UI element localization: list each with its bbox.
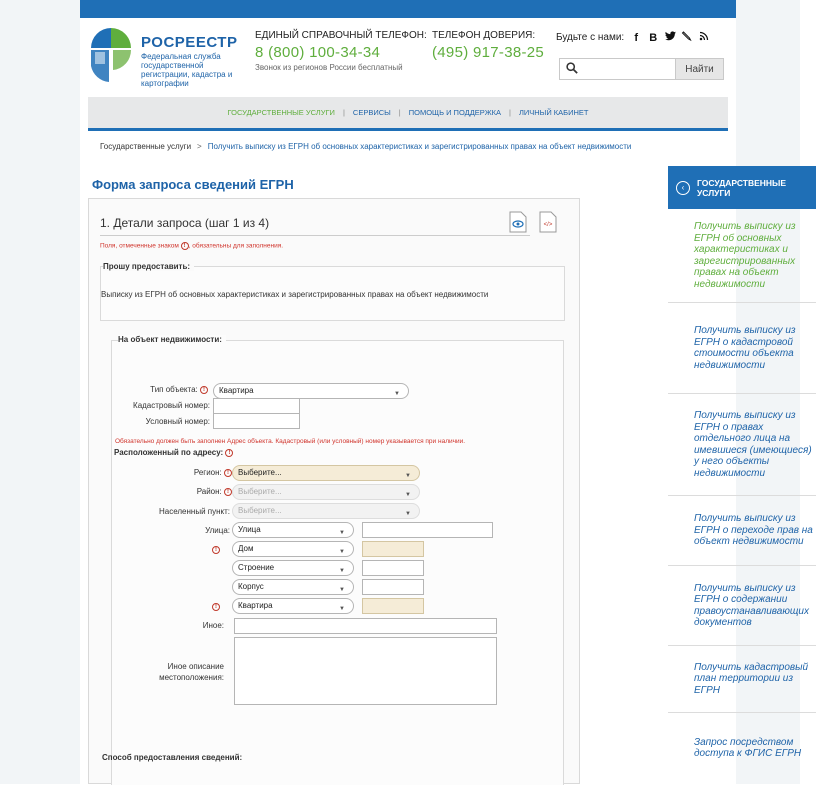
street-type-value: Улица — [238, 525, 261, 534]
trust-line-label: ТЕЛЕФОН ДОВЕРИЯ: — [432, 30, 536, 41]
sidebar-item-label: Получить кадастровый план территории из ЕГРН — [694, 661, 809, 696]
block-input[interactable] — [362, 579, 424, 595]
object-type-select[interactable] — [213, 383, 409, 399]
street-type-select[interactable] — [232, 522, 354, 538]
chevron-down-icon: ▼ — [339, 587, 345, 593]
house-type-select[interactable] — [232, 541, 354, 557]
chevron-down-icon: ▼ — [405, 511, 411, 517]
rosreestr-logo-icon — [89, 26, 133, 86]
district-value: Выберите... — [238, 487, 282, 496]
breadcrumb-separator: > — [197, 142, 202, 151]
address-required-note: Обязательно должен быть заполнен Адрес объекта. Кадастровый (или условный) номер указывается при наличии. — [115, 438, 466, 445]
address-heading: Расположенный по адресу: — [114, 448, 224, 457]
sidebar-item-label: Получить выписку из ЕГРН о кадастровой стоимости объекта недвижимости — [694, 325, 796, 371]
object-legend: На объект недвижимости: — [118, 335, 226, 344]
district-label: Район: — [196, 487, 222, 496]
rss-icon[interactable] — [699, 31, 709, 44]
sidebar-item-label: Запрос посредством доступа к ФГИС ЕГРН — [694, 736, 802, 759]
breadcrumb — [100, 142, 631, 151]
request-legend: Прошу предоставить: — [103, 262, 194, 271]
apartment-input[interactable] — [362, 598, 424, 614]
nav-account[interactable]: ЛИЧНЫЙ КАБИНЕТ — [518, 108, 589, 117]
sidebar-item-label: Получить выписку из ЕГРН о переходе прав на объект недвижимости — [694, 513, 813, 548]
building-type-value: Строение — [238, 563, 275, 572]
region-value: Выберите... — [238, 468, 282, 477]
hotline-block — [255, 30, 427, 72]
chevron-left-icon: ‹ — [676, 181, 690, 195]
object-fieldset — [111, 335, 564, 785]
sidebar-item-cadastral-plan[interactable] — [668, 646, 816, 713]
info-icon: ! — [212, 546, 220, 554]
sidebar-item-label: Получить выписку из ЕГРН об основных характеристиках и зарегистрированных правах на объект недвижимости — [694, 221, 796, 290]
delivery-method-legend: Способ предоставления сведений: — [102, 753, 243, 762]
sidebar-item-title-documents[interactable] — [668, 566, 816, 646]
other-description-label-1: Иное описание — [167, 662, 224, 671]
cadastral-number-input[interactable] — [213, 398, 300, 414]
hotline-label: ЕДИНЫЙ СПРАВОЧНЫЙ ТЕЛЕФОН: — [255, 30, 427, 41]
hotline-note: Звонок из регионов России бесплатный — [255, 63, 403, 72]
info-icon: ! — [225, 449, 233, 457]
social-label: Будьте с нами: — [556, 32, 625, 43]
logo-name: РОСРЕЕСТР — [141, 34, 238, 51]
sidebar-title: ГОСУДАРСТВЕННЫЕ УСЛУГИ — [697, 177, 787, 198]
settlement-value: Выберите... — [238, 506, 282, 515]
svg-text:</>: </> — [543, 222, 553, 228]
request-fieldset — [100, 262, 565, 321]
vk-icon[interactable]: В — [649, 31, 658, 44]
hotline-number[interactable]: 8 (800) 100-34-34 — [255, 44, 381, 61]
sidebar-item-fgis-access[interactable] — [668, 713, 816, 783]
settlement-select[interactable] — [232, 503, 420, 519]
twitter-icon[interactable] — [665, 31, 675, 44]
house-type-value: Дом — [238, 544, 254, 553]
nav-state-services[interactable]: ГОСУДАРСТВЕННЫЕ УСЛУГИ — [227, 108, 335, 117]
apartment-type-value: Квартира — [238, 601, 273, 610]
address-heading-wrap — [114, 448, 233, 457]
nav-separator: | — [509, 108, 511, 117]
region-label-wrap — [194, 468, 232, 477]
chevron-down-icon: ▼ — [405, 492, 411, 498]
street-input[interactable] — [362, 522, 493, 538]
nav-separator: | — [398, 108, 401, 117]
step-divider — [100, 235, 530, 236]
building-input[interactable] — [362, 560, 424, 576]
chevron-down-icon: ▼ — [339, 549, 345, 555]
region-label: Регион: — [193, 468, 222, 477]
chevron-down-icon: ▼ — [339, 530, 345, 536]
other-description-label-2: местоположения: — [159, 673, 224, 682]
request-text: Выписку из ЕГРН об основных характеристиках и зарегистрированных правах на объект недвижимости — [101, 290, 489, 299]
chevron-down-icon: ▼ — [394, 391, 400, 397]
district-label-wrap — [197, 487, 232, 496]
trust-line-number[interactable]: (495) 917-38-25 — [432, 44, 545, 61]
page — [80, 0, 813, 784]
search-input[interactable] — [559, 58, 676, 80]
other-label: Иное: — [202, 621, 224, 630]
livejournal-icon[interactable] — [682, 31, 692, 44]
sidebar-item-person-rights[interactable] — [668, 394, 816, 496]
object-type-label-wrap — [150, 385, 208, 394]
region-select[interactable] — [232, 465, 420, 481]
required-note-start: Поля, отмеченные знаком — [100, 242, 179, 250]
search-button[interactable]: Найти — [676, 58, 724, 80]
sidebar-item-basic-extract[interactable] — [668, 209, 816, 303]
other-description-textarea[interactable] — [234, 637, 497, 705]
cadastral-number-label: Кадастровый номер: — [133, 401, 210, 410]
street-label: Улица: — [205, 526, 230, 535]
breadcrumb-current[interactable]: Получить выписку из ЕГРН об основных характеристиках и зарегистрированных правах на объект недвижимости — [207, 142, 632, 151]
apartment-marker-wrap — [212, 602, 220, 611]
view-document-icon[interactable] — [509, 211, 527, 233]
required-marker-icon: ! — [181, 242, 189, 250]
info-icon: ! — [200, 386, 208, 394]
block-type-select[interactable] — [232, 579, 354, 595]
nav-services[interactable]: СЕРВИСЫ — [352, 108, 391, 117]
breadcrumb-root[interactable]: Государственные услуги — [100, 142, 192, 151]
settlement-label: Населенный пункт: — [158, 507, 230, 516]
services-sidebar — [668, 166, 816, 784]
required-note — [100, 242, 283, 250]
conditional-number-label: Условный номер: — [145, 417, 210, 426]
logo[interactable] — [89, 26, 249, 88]
nav-help[interactable]: ПОМОЩЬ И ПОДДЕРЖКА — [408, 108, 501, 117]
conditional-number-input[interactable] — [213, 413, 300, 429]
chevron-down-icon: ▼ — [339, 606, 345, 612]
district-select[interactable] — [232, 484, 420, 500]
house-marker-wrap — [212, 545, 220, 554]
house-input[interactable] — [362, 541, 424, 557]
search-icon — [566, 62, 578, 74]
search-form — [559, 58, 724, 80]
nav-separator: | — [342, 108, 345, 117]
page-title: Форма запроса сведений ЕГРН — [92, 177, 294, 192]
step-title: 1. Детали запроса (шаг 1 из 4) — [100, 216, 270, 230]
object-type-value: Квартира — [219, 386, 254, 395]
apartment-type-select[interactable] — [232, 598, 354, 614]
left-background — [0, 0, 80, 784]
info-icon: ! — [224, 488, 232, 496]
facebook-icon[interactable]: f — [634, 31, 639, 44]
other-description-label — [159, 661, 224, 683]
top-bar — [80, 0, 736, 18]
chevron-down-icon: ▼ — [405, 473, 411, 479]
block-type-value: Корпус — [238, 582, 264, 591]
sidebar-item-cadastral-value[interactable] — [668, 303, 816, 394]
chevron-down-icon: ▼ — [339, 568, 345, 574]
other-input[interactable] — [234, 618, 497, 634]
trust-line-block — [432, 30, 544, 61]
sidebar-item-rights-transfer[interactable] — [668, 496, 816, 566]
required-note-end: , обязательны для заполнения. — [188, 242, 284, 250]
sidebar-item-label: Получить выписку из ЕГРН о содержании правоустанавливающих документов — [694, 582, 809, 628]
main-nav — [88, 97, 728, 131]
object-type-label: Тип объекта: — [150, 385, 198, 394]
social-links — [556, 31, 709, 44]
info-icon: ! — [224, 469, 232, 477]
sidebar-item-label: Получить выписку из ЕГРН о правах отдельного лица на имевшиеся (имеющиеся) у него объекты недвижимости — [694, 410, 812, 479]
request-form — [88, 198, 580, 784]
code-document-icon[interactable] — [539, 211, 557, 233]
building-type-select[interactable] — [232, 560, 354, 576]
sidebar-header[interactable] — [668, 166, 816, 209]
info-icon: ! — [212, 603, 220, 611]
logo-description: Федеральная служба государственной регистрации, кадастра и картографии — [141, 52, 233, 88]
